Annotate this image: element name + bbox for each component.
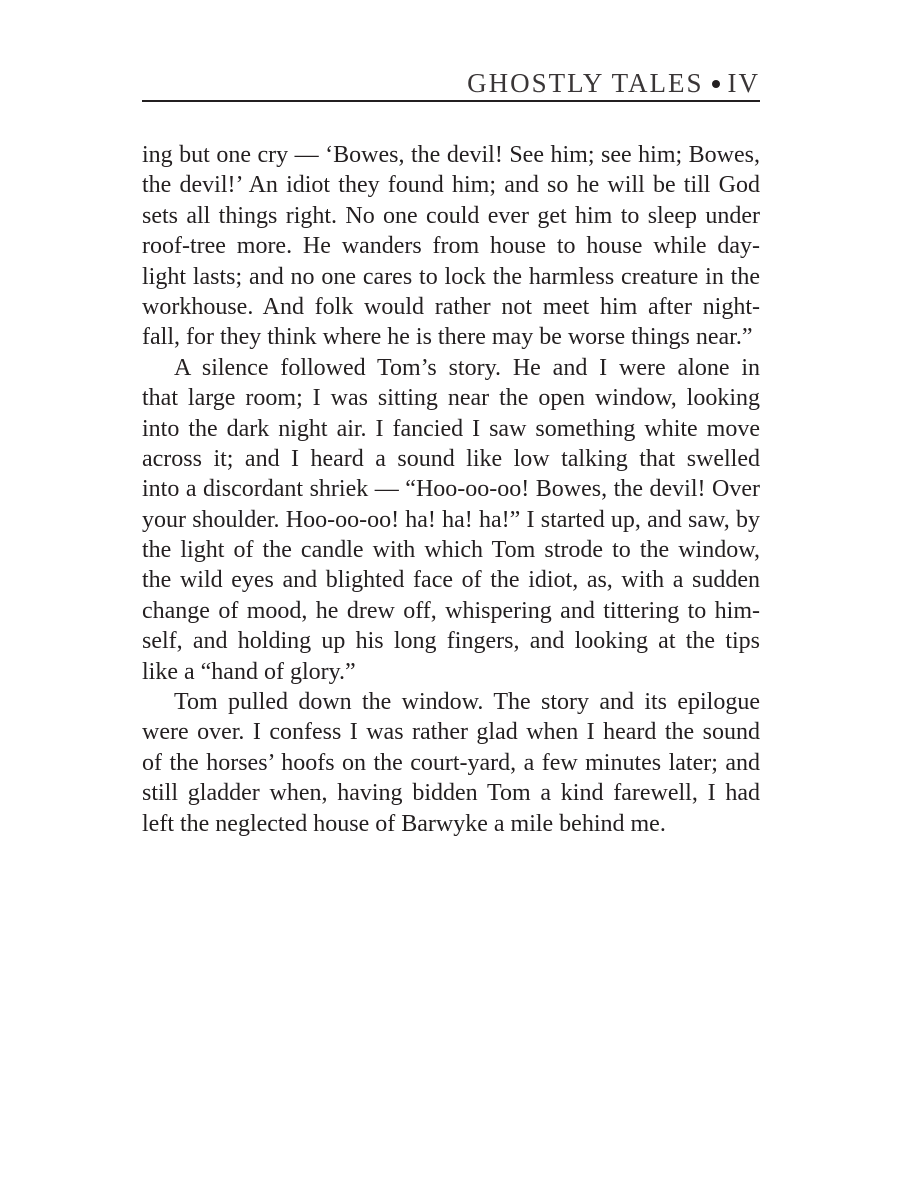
running-head [142,64,760,102]
text-line: workhouse. And folk would rather not meet him after night- [142,293,760,320]
header-rule [142,100,760,102]
text-line: sets all things right. No one could ever get him to sleep under [142,202,760,229]
text-line: self, and holding up his long fingers, and looking at the tips [142,628,760,655]
text-line: roof-tree more. He wanders from house to house while day- [142,233,760,260]
text-line: the light of the candle with which Tom strode to the window, [142,537,760,564]
text-line: across it; and I heard a sound like low talking that swelled [142,445,760,472]
book-title: GHOSTLY TALES [467,68,704,98]
text-line: that large room; I was sitting near the open window, looking [142,385,760,412]
text-line: ing but one cry — ‘Bowes, the devil! See him; see him; Bowes, [142,142,760,168]
body-text [142,140,760,839]
text-line: the devil!’ An idiot they found him; and so he will be till God [142,172,760,199]
text-line: into a discordant shriek — “Hoo-oo-oo! Bowes, the devil! Over [142,476,760,503]
text-line: change of mood, he drew off, whispering and tittering to him- [142,597,760,624]
text-line: fall, for they think where he is there may be worse things near.” [142,324,753,351]
text-line: your shoulder. Hoo-oo-oo! ha! ha! ha!” I started up, and saw, by [142,506,760,533]
text-line: Tom pulled down the window. The story and its epilogue [174,689,760,716]
text-line: were over. I confess I was rather glad when I heard the sound [142,719,760,746]
text-line: like a “hand of glory.” [142,658,356,685]
text-line: the wild eyes and blighted face of the idiot, as, with a sudden [142,567,760,594]
volume-number: IV [727,68,760,98]
text-line: into the dark night air. I fancied I saw something white move [142,415,760,442]
text-line: of the horses’ hoofs on the court-yard, a few minutes later; and [142,749,760,776]
bullet-separator-icon [712,80,720,88]
text-line: light lasts; and no one cares to lock the harmless creature in the [142,263,760,290]
text-line: A silence followed Tom’s story. He and I were alone in [174,354,760,381]
text-line: still gladder when, having bidden Tom a kind farewell, I had [142,780,760,807]
text-line: left the neglected house of Barwyke a mile behind me. [142,810,666,837]
